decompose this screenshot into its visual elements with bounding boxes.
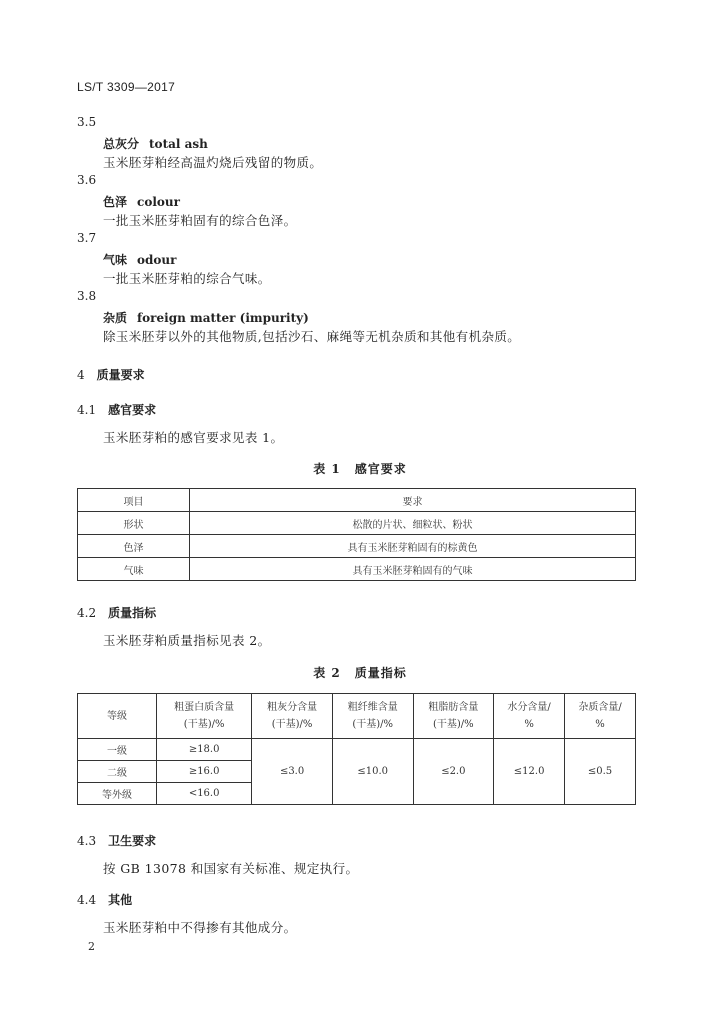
section-title: 感官要求: [108, 403, 157, 417]
term-heading: [103, 309, 309, 326]
section-text: 按 GB 13078 和国家有关标准、规定执行。: [103, 861, 359, 876]
section-heading-4-4: [77, 891, 132, 908]
term-number: 3.8: [77, 289, 97, 303]
header-cell: [565, 694, 636, 739]
section-number: 4.1: [77, 403, 97, 417]
page-number: 2: [88, 940, 95, 953]
table-cell: 松散的片状、细粒状、粉状: [190, 512, 636, 535]
grade-cell: 一级: [78, 739, 157, 761]
term-en: foreign matter (impurity): [137, 311, 309, 325]
header-unit: %: [595, 719, 605, 730]
section-number: 4.2: [77, 606, 97, 620]
section-number: 4.4: [77, 893, 97, 907]
term-number: 3.7: [77, 231, 97, 245]
table-cell: 气味: [78, 558, 190, 581]
section-title: 卫生要求: [108, 834, 157, 848]
header-line: 杂质含量/: [578, 702, 622, 713]
section-heading-4: [77, 366, 145, 383]
term-heading: [103, 251, 176, 268]
impurity-cell: ≤0.5: [565, 739, 636, 805]
caption-number: 表 2: [313, 666, 341, 680]
section-number: 4.3: [77, 834, 97, 848]
term-definition: 一批玉米胚芽粕的综合气味。: [103, 271, 271, 286]
protein-cell: ≥16.0: [157, 761, 252, 783]
term-zh: 气味: [103, 253, 128, 267]
term-en: odour: [137, 253, 177, 267]
term-number: 3.5: [77, 115, 97, 129]
protein-cell: ≥18.0: [157, 739, 252, 761]
section-heading-4-1: [77, 401, 156, 418]
sensory-requirements-table: [77, 488, 636, 581]
ash-cell: ≤3.0: [252, 739, 333, 805]
header-cell: 项目: [78, 489, 190, 512]
term-heading: [103, 193, 180, 210]
term-heading: [103, 135, 208, 152]
moisture-cell: ≤12.0: [494, 739, 565, 805]
section-text: 玉米胚芽粕质量指标见表 2。: [103, 633, 271, 648]
table-cell: 形状: [78, 512, 190, 535]
section-title: 质量要求: [96, 368, 145, 382]
grade-cell: 二级: [78, 761, 157, 783]
term-zh: 色泽: [103, 195, 128, 209]
term-definition: 除玉米胚芽以外的其他物质,包括沙石、麻绳等无机杂质和其他有机杂质。: [103, 329, 521, 344]
header-unit: %: [524, 719, 534, 730]
table-header-row: [78, 489, 636, 512]
section-title: 质量指标: [108, 606, 157, 620]
header-cell: [252, 694, 333, 739]
term-definition: 一批玉米胚芽粕固有的综合色泽。: [103, 213, 297, 228]
table1-caption: [0, 460, 720, 477]
section-text: 玉米胚芽粕中不得掺有其他成分。: [103, 920, 297, 935]
quality-indices-table: [77, 693, 636, 805]
caption-number: 表 1: [313, 462, 341, 476]
header-line: 粗纤维含量: [347, 702, 398, 713]
header-line: 粗灰分含量: [267, 702, 318, 713]
table-row: [78, 739, 636, 761]
fiber-cell: ≤10.0: [332, 739, 413, 805]
header-cell: 要求: [190, 489, 636, 512]
section-heading-4-2: [77, 604, 156, 621]
caption-title: 感官要求: [354, 462, 407, 476]
header-unit: (干基)/%: [271, 719, 313, 730]
term-zh: 杂质: [103, 311, 128, 325]
header-line: 水分含量/: [507, 702, 551, 713]
table-cell: 具有玉米胚芽粕固有的棕黄色: [190, 535, 636, 558]
standard-code: LS/T 3309—2017: [77, 80, 176, 94]
section-heading-4-3: [77, 832, 156, 849]
term-en: colour: [137, 195, 180, 209]
term-number: 3.6: [77, 173, 97, 187]
grade-cell: 等外级: [78, 783, 157, 805]
header-line: 粗蛋白质含量: [174, 702, 235, 713]
header-cell: [413, 694, 494, 739]
header-unit: (干基)/%: [433, 719, 474, 730]
header-unit: (干基)/%: [352, 719, 394, 730]
table2-caption: [0, 664, 720, 681]
header-line: 粗脂肪含量: [428, 702, 479, 713]
table-row: [78, 535, 636, 558]
table-row: [78, 558, 636, 581]
term-definition: 玉米胚芽粕经高温灼烧后残留的物质。: [103, 155, 323, 170]
table-cell: 色泽: [78, 535, 190, 558]
section-text: 玉米胚芽粕的感官要求见表 1。: [103, 430, 284, 445]
table-header-row: [78, 694, 636, 739]
protein-cell: <16.0: [157, 783, 252, 805]
section-title: 其他: [108, 893, 133, 907]
header-unit: (干基)/%: [183, 719, 225, 730]
header-cell: 等级: [78, 694, 157, 739]
table-row: [78, 512, 636, 535]
header-cell: [332, 694, 413, 739]
fat-cell: ≤2.0: [413, 739, 494, 805]
table-cell: 具有玉米胚芽粕固有的气味: [190, 558, 636, 581]
term-en: total ash: [149, 137, 208, 151]
term-zh: 总灰分: [103, 137, 140, 151]
header-cell: [494, 694, 565, 739]
caption-title: 质量指标: [354, 666, 407, 680]
header-cell: [157, 694, 252, 739]
section-number: 4: [77, 368, 85, 382]
